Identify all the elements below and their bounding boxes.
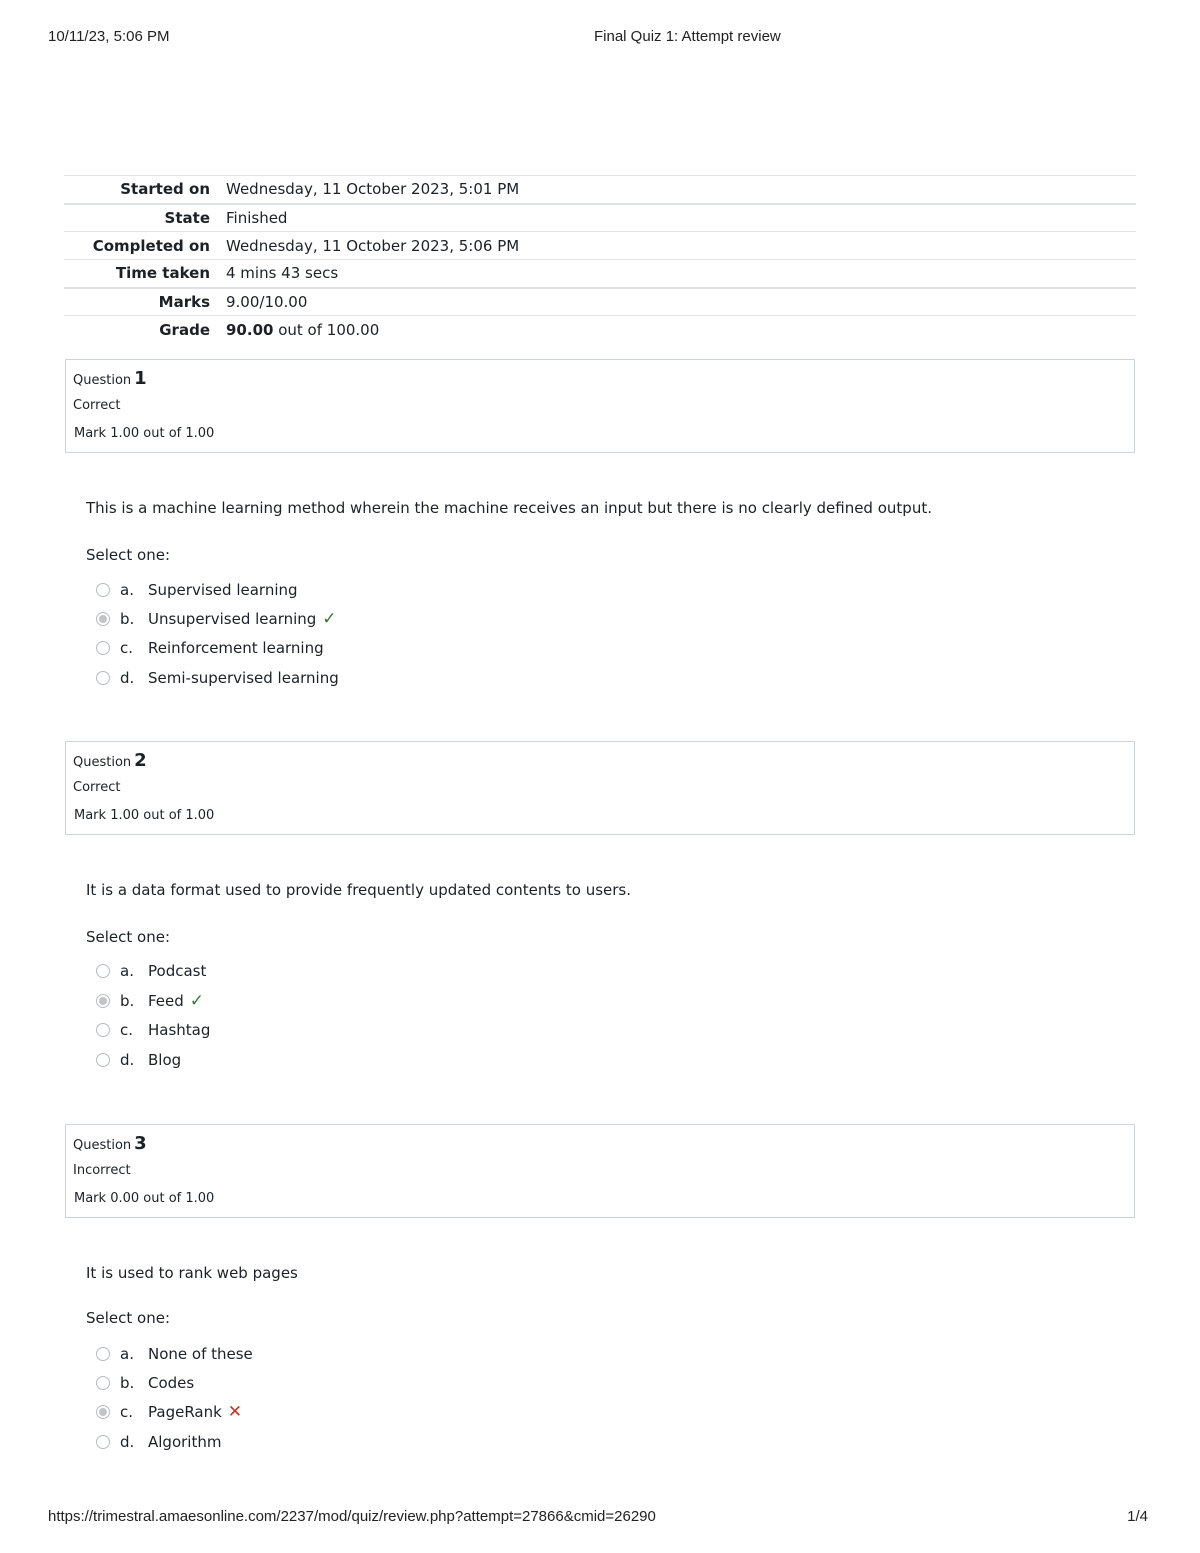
answer-letter: d. xyxy=(120,1051,135,1069)
question-text: It is used to rank web pages xyxy=(86,1264,298,1282)
question-text: It is a data format used to provide frequently updated contents to users. xyxy=(86,881,632,899)
cross-icon: ✕ xyxy=(227,1402,243,1422)
answer-letter: b. xyxy=(120,610,135,628)
radio-button[interactable] xyxy=(96,671,110,685)
time-taken-value: 4 mins 43 secs xyxy=(226,264,339,283)
question-state: Correct xyxy=(73,398,121,413)
question-label: Question xyxy=(73,755,132,770)
question-label: Question xyxy=(73,373,132,388)
completed-on-label: Completed on xyxy=(92,236,210,255)
radio-button[interactable] xyxy=(96,1023,110,1037)
select-one-prompt: Select one: xyxy=(86,1309,171,1327)
answer-letter: a. xyxy=(120,581,134,599)
answer-option[interactable] xyxy=(96,1020,211,1040)
attempt-summary-table xyxy=(64,175,1136,344)
radio-button[interactable] xyxy=(96,641,110,655)
answer-option[interactable] xyxy=(96,1050,182,1070)
answer-label: PageRank xyxy=(148,1403,222,1421)
grade-number: 90.00 xyxy=(226,320,274,339)
answer-option[interactable] xyxy=(96,580,298,600)
grade-suffix: out of 100.00 xyxy=(273,320,380,339)
question-grade: Mark 0.00 out of 1.00 xyxy=(74,1191,215,1206)
answer-letter: c. xyxy=(120,1403,134,1421)
question-state: Correct xyxy=(73,780,121,795)
state-label: State xyxy=(164,208,210,227)
marks-label: Marks xyxy=(158,292,210,311)
answer-letter: a. xyxy=(120,962,134,980)
answer-letter: b. xyxy=(120,1374,135,1392)
print-footer xyxy=(48,1508,1148,1528)
answer-option[interactable] xyxy=(96,609,337,629)
marks-value: 9.00/10.00 xyxy=(226,292,308,311)
answer-letter: b. xyxy=(120,992,135,1010)
select-one-prompt: Select one: xyxy=(86,546,171,564)
radio-button[interactable] xyxy=(96,964,110,978)
started-on-value: Wednesday, 11 October 2023, 5:01 PM xyxy=(226,180,520,199)
answer-label: Podcast xyxy=(148,962,207,980)
answer-label: Codes xyxy=(148,1374,195,1392)
question-grade: Mark 1.00 out of 1.00 xyxy=(74,426,215,441)
answer-label: Semi-supervised learning xyxy=(148,669,339,687)
answer-label: Blog xyxy=(148,1051,182,1069)
answer-label: Reinforcement learning xyxy=(148,639,324,657)
answer-label: Feed xyxy=(148,992,184,1010)
answer-letter: d. xyxy=(120,669,135,687)
answer-option[interactable] xyxy=(96,961,207,981)
question-number-value: 3 xyxy=(134,1133,147,1154)
answer-letter: c. xyxy=(120,1021,134,1039)
radio-button[interactable] xyxy=(96,1376,110,1390)
question-number-value: 1 xyxy=(134,368,147,389)
grade-label: Grade xyxy=(159,320,210,339)
grade-value xyxy=(226,316,1136,344)
answer-option[interactable] xyxy=(96,1344,253,1364)
answer-letter: c. xyxy=(120,639,134,657)
answer-label: Unsupervised learning xyxy=(148,610,317,628)
answer-option[interactable] xyxy=(96,638,324,658)
radio-button[interactable] xyxy=(96,583,110,597)
answer-label: None of these xyxy=(148,1345,253,1363)
answer-option[interactable] xyxy=(96,1432,222,1452)
question-label: Question xyxy=(73,1138,132,1153)
print-url: https://trimestral.amaesonline.com/2237/mod/quiz/review.php?attempt=27866&cmid=26290 xyxy=(48,1508,656,1525)
completed-on-value: Wednesday, 11 October 2023, 5:06 PM xyxy=(226,236,520,255)
answer-letter: a. xyxy=(120,1345,134,1363)
answer-letter: d. xyxy=(120,1433,135,1451)
answer-label: Hashtag xyxy=(148,1021,211,1039)
radio-button[interactable] xyxy=(96,1053,110,1067)
answer-label: Supervised learning xyxy=(148,581,298,599)
question-text: This is a machine learning method wherein the machine receives an input but there is no clearly defined output. xyxy=(86,499,932,517)
print-title: Final Quiz 1: Attempt review xyxy=(594,28,781,45)
question-state: Incorrect xyxy=(73,1163,131,1178)
question-info-1 xyxy=(65,359,1135,453)
question-grade: Mark 1.00 out of 1.00 xyxy=(74,808,215,823)
radio-button-selected[interactable] xyxy=(96,1405,110,1419)
check-icon: ✓ xyxy=(322,609,337,629)
question-number xyxy=(73,1133,147,1154)
radio-button[interactable] xyxy=(96,1435,110,1449)
answer-label: Algorithm xyxy=(148,1433,222,1451)
started-on-label: Started on xyxy=(120,180,210,199)
radio-button-selected[interactable] xyxy=(96,612,110,626)
answer-option[interactable] xyxy=(96,1402,243,1422)
question-number-value: 2 xyxy=(134,750,147,771)
radio-button[interactable] xyxy=(96,1347,110,1361)
radio-button-selected[interactable] xyxy=(96,994,110,1008)
state-value: Finished xyxy=(226,208,288,227)
page-number: 1/4 xyxy=(1127,1508,1148,1525)
print-header xyxy=(48,28,1152,48)
question-number xyxy=(73,368,147,389)
question-info-3 xyxy=(65,1124,1135,1218)
time-taken-label: Time taken xyxy=(115,264,210,283)
select-one-prompt: Select one: xyxy=(86,928,171,946)
check-icon: ✓ xyxy=(189,991,205,1011)
question-info-2 xyxy=(65,741,1135,835)
print-date: 10/11/23, 5:06 PM xyxy=(48,28,170,45)
answer-option[interactable] xyxy=(96,991,205,1011)
answer-option[interactable] xyxy=(96,1373,195,1393)
question-number xyxy=(73,750,147,771)
answer-option[interactable] xyxy=(96,668,339,688)
